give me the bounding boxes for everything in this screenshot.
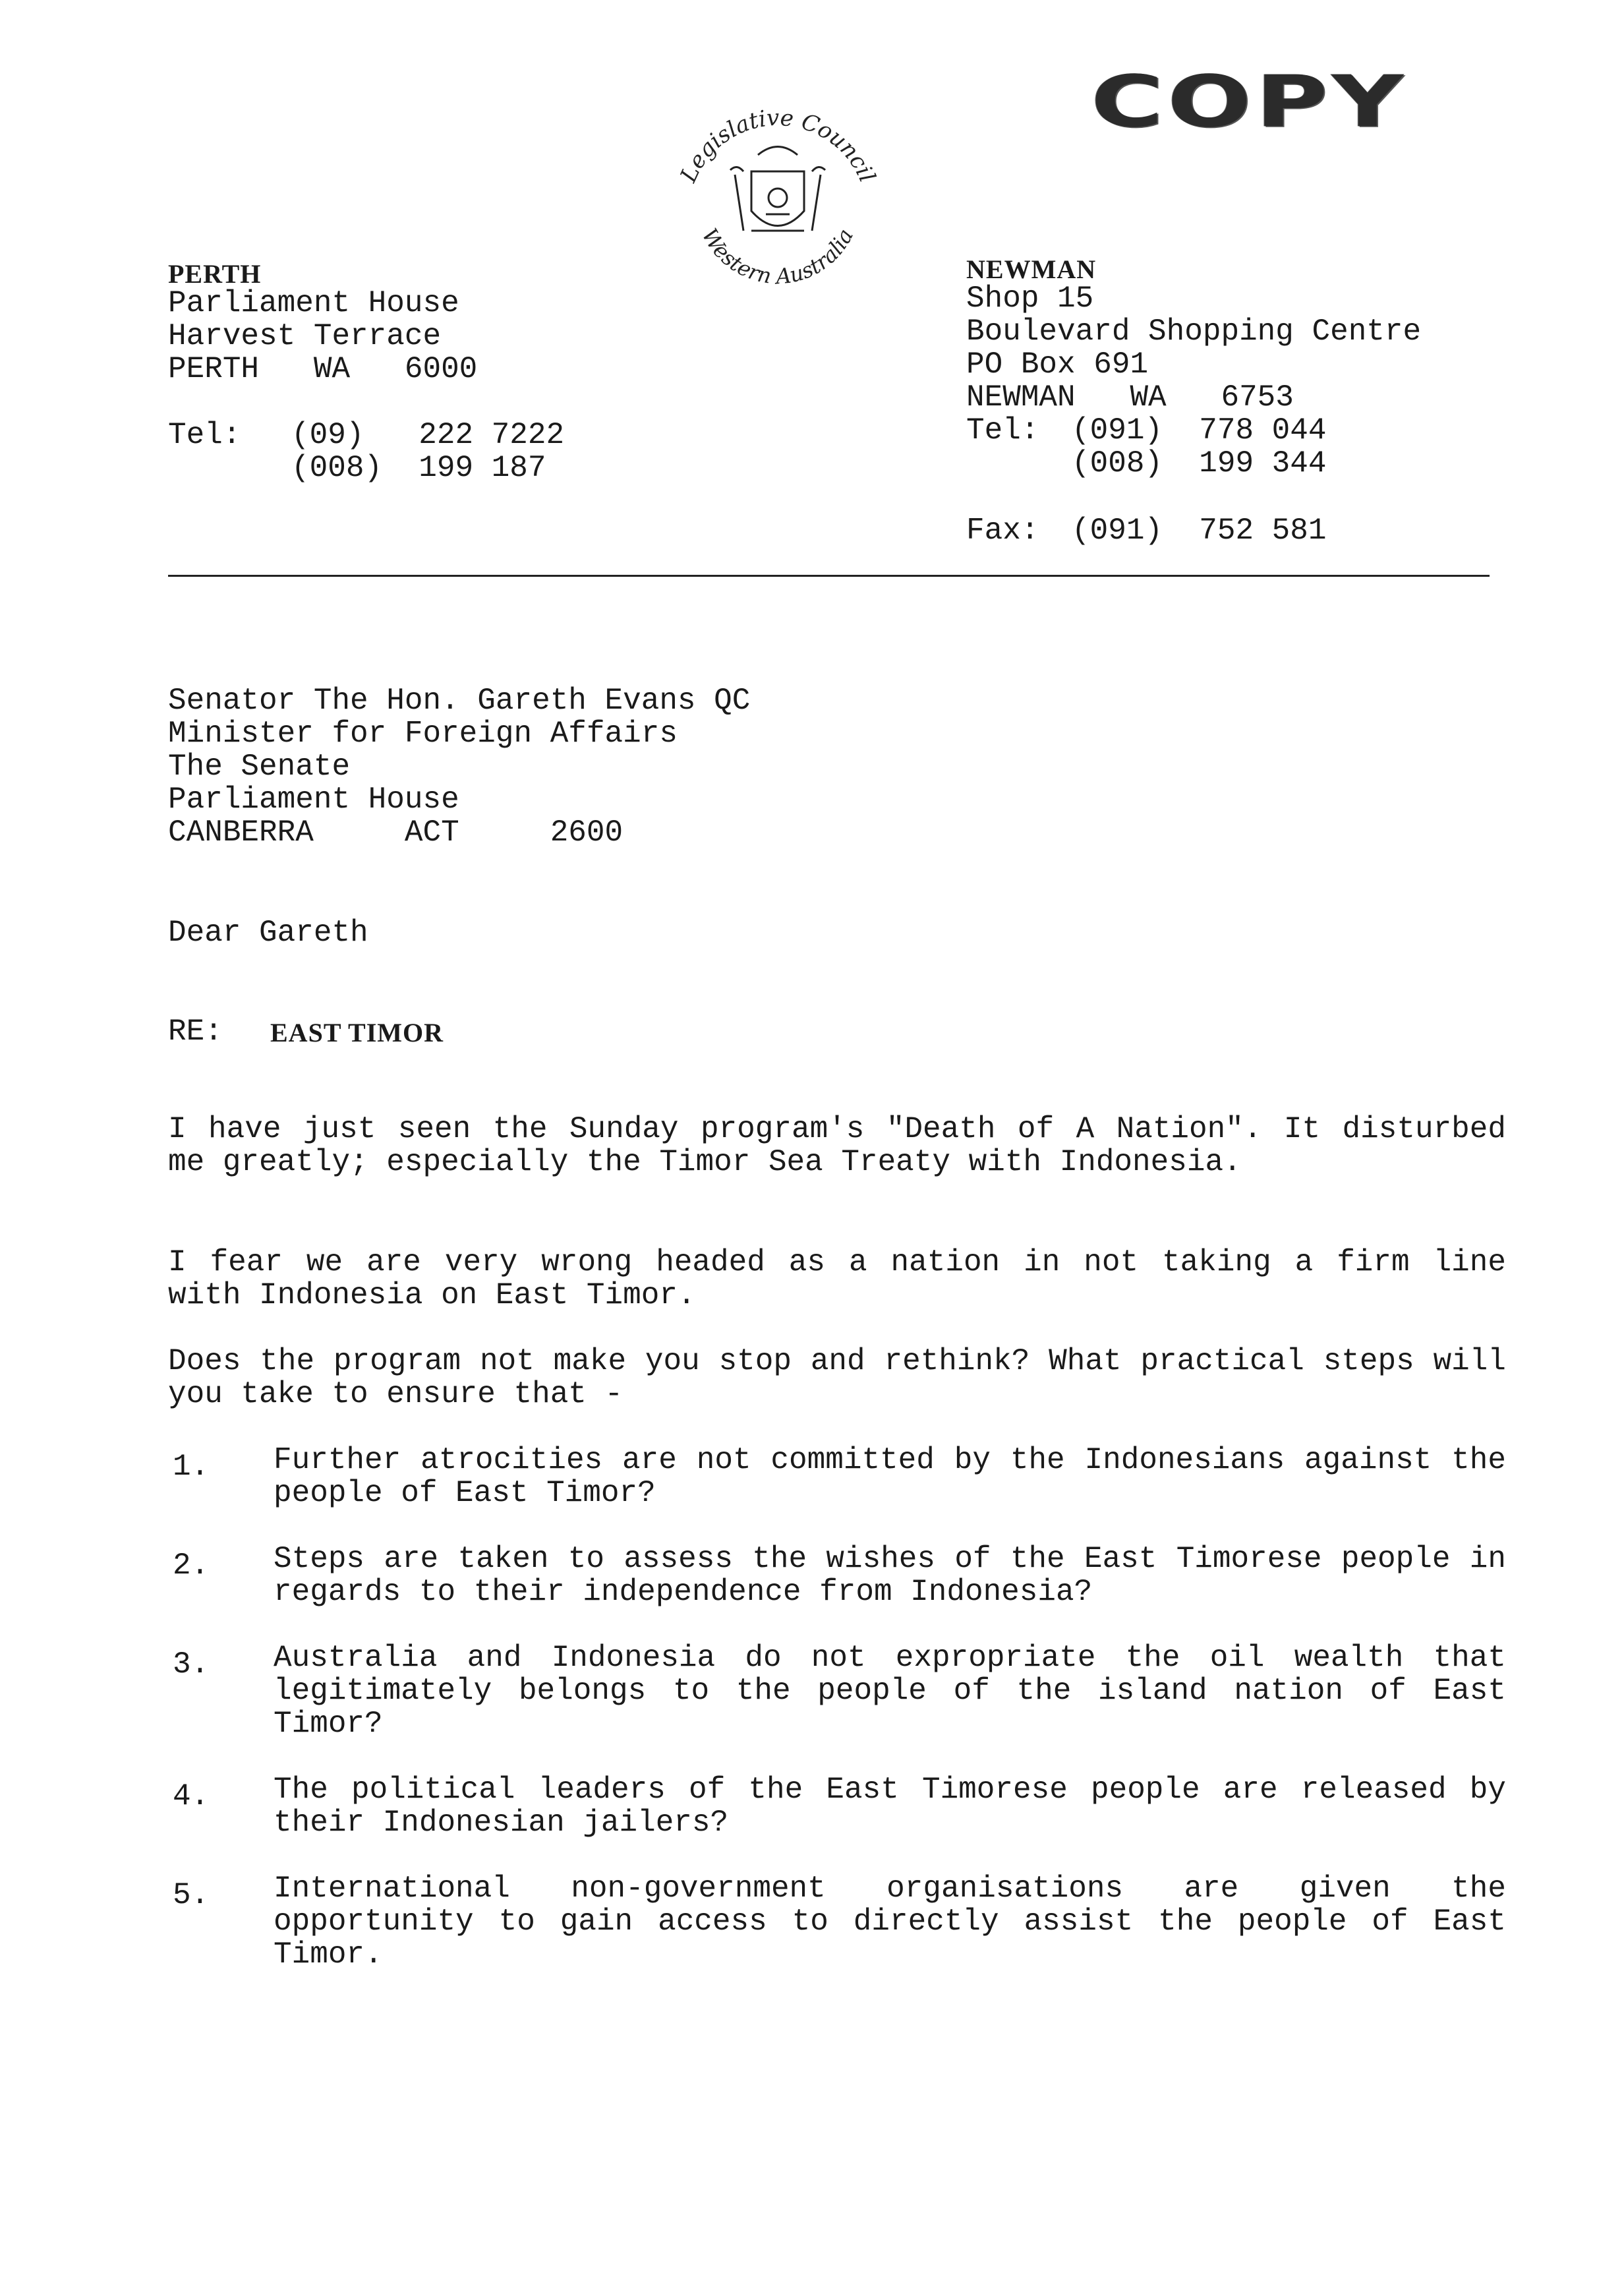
recipient-line: Minister for Foreign Affairs [168, 717, 678, 751]
item-number: 4. [173, 1779, 210, 1813]
body-paragraph: I have just seen the Sunday program's "Death of A Nation". It disturbed me greatly; especially the Timor Sea Treaty with Indonesia. [168, 1112, 1506, 1179]
newman-tel-2: (008) 199 344 [1072, 446, 1327, 481]
perth-heading: PERTH [168, 259, 262, 289]
copy-stamp: COPY [1091, 61, 1408, 144]
recipient-line: The Senate [168, 750, 351, 784]
recipient-line: Senator The Hon. Gareth Evans QC [168, 684, 751, 718]
newman-address-line: Shop 15 [966, 281, 1094, 316]
perth-address-line: Parliament House [168, 286, 459, 320]
newman-tel-1: (091) 778 044 [1072, 413, 1327, 448]
newman-fax: (091) 752 581 [1072, 514, 1327, 548]
perth-address-line: Harvest Terrace [168, 319, 442, 353]
list-item: The political leaders of the East Timorese people are released by their Indonesian jailers? [274, 1773, 1506, 1840]
legislative-council-seal-icon [652, 99, 903, 297]
re-label: RE: [168, 1015, 223, 1049]
perth-tel-label: Tel: [168, 418, 241, 452]
body-paragraph: I fear we are very wrong headed as a nation in not taking a firm line with Indonesia on East Timor. [168, 1245, 1506, 1312]
svg-text:Western Australia: Western Australia [697, 223, 859, 289]
newman-address-line: Boulevard Shopping Centre [966, 314, 1422, 349]
recipient-line: CANBERRA ACT 2600 [168, 815, 624, 850]
list-item: International non-government organisations are given the opportunity to gain access to directly assist the people of East Timor. [274, 1871, 1506, 1972]
list-item: Steps are taken to assess the wishes of the East Timorese people in regards to their independence from Indonesia? [274, 1542, 1506, 1609]
header-divider [168, 575, 1490, 577]
re-subject: EAST TIMOR [270, 1018, 444, 1047]
item-number: 5. [173, 1878, 210, 1912]
perth-tel-1: (09) 222 7222 [291, 418, 565, 452]
item-number: 2. [173, 1548, 210, 1583]
newman-address-line: NEWMAN WA 6753 [966, 380, 1294, 415]
perth-address-line: PERTH WA 6000 [168, 352, 478, 386]
item-number: 1. [173, 1450, 210, 1484]
item-number: 3. [173, 1647, 210, 1682]
list-item: Further atrocities are not committed by the Indonesians against the people of East Timor? [274, 1443, 1506, 1510]
salutation: Dear Gareth [168, 916, 368, 950]
newman-address-line: PO Box 691 [966, 347, 1149, 382]
newman-heading: NEWMAN [966, 254, 1097, 284]
newman-fax-label: Fax: [966, 514, 1039, 548]
perth-tel-2: (008) 199 187 [291, 451, 546, 485]
list-item: Australia and Indonesia do not expropriate the oil wealth that legitimately belongs to the people of the island nation of East Timor? [274, 1641, 1506, 1741]
body-paragraph: Does the program not make you stop and rethink? What practical steps will you take to ensure that - [168, 1344, 1506, 1411]
newman-tel-label: Tel: [966, 413, 1039, 448]
svg-text:Legislative Council: Legislative Council [675, 104, 881, 187]
recipient-line: Parliament House [168, 782, 459, 817]
